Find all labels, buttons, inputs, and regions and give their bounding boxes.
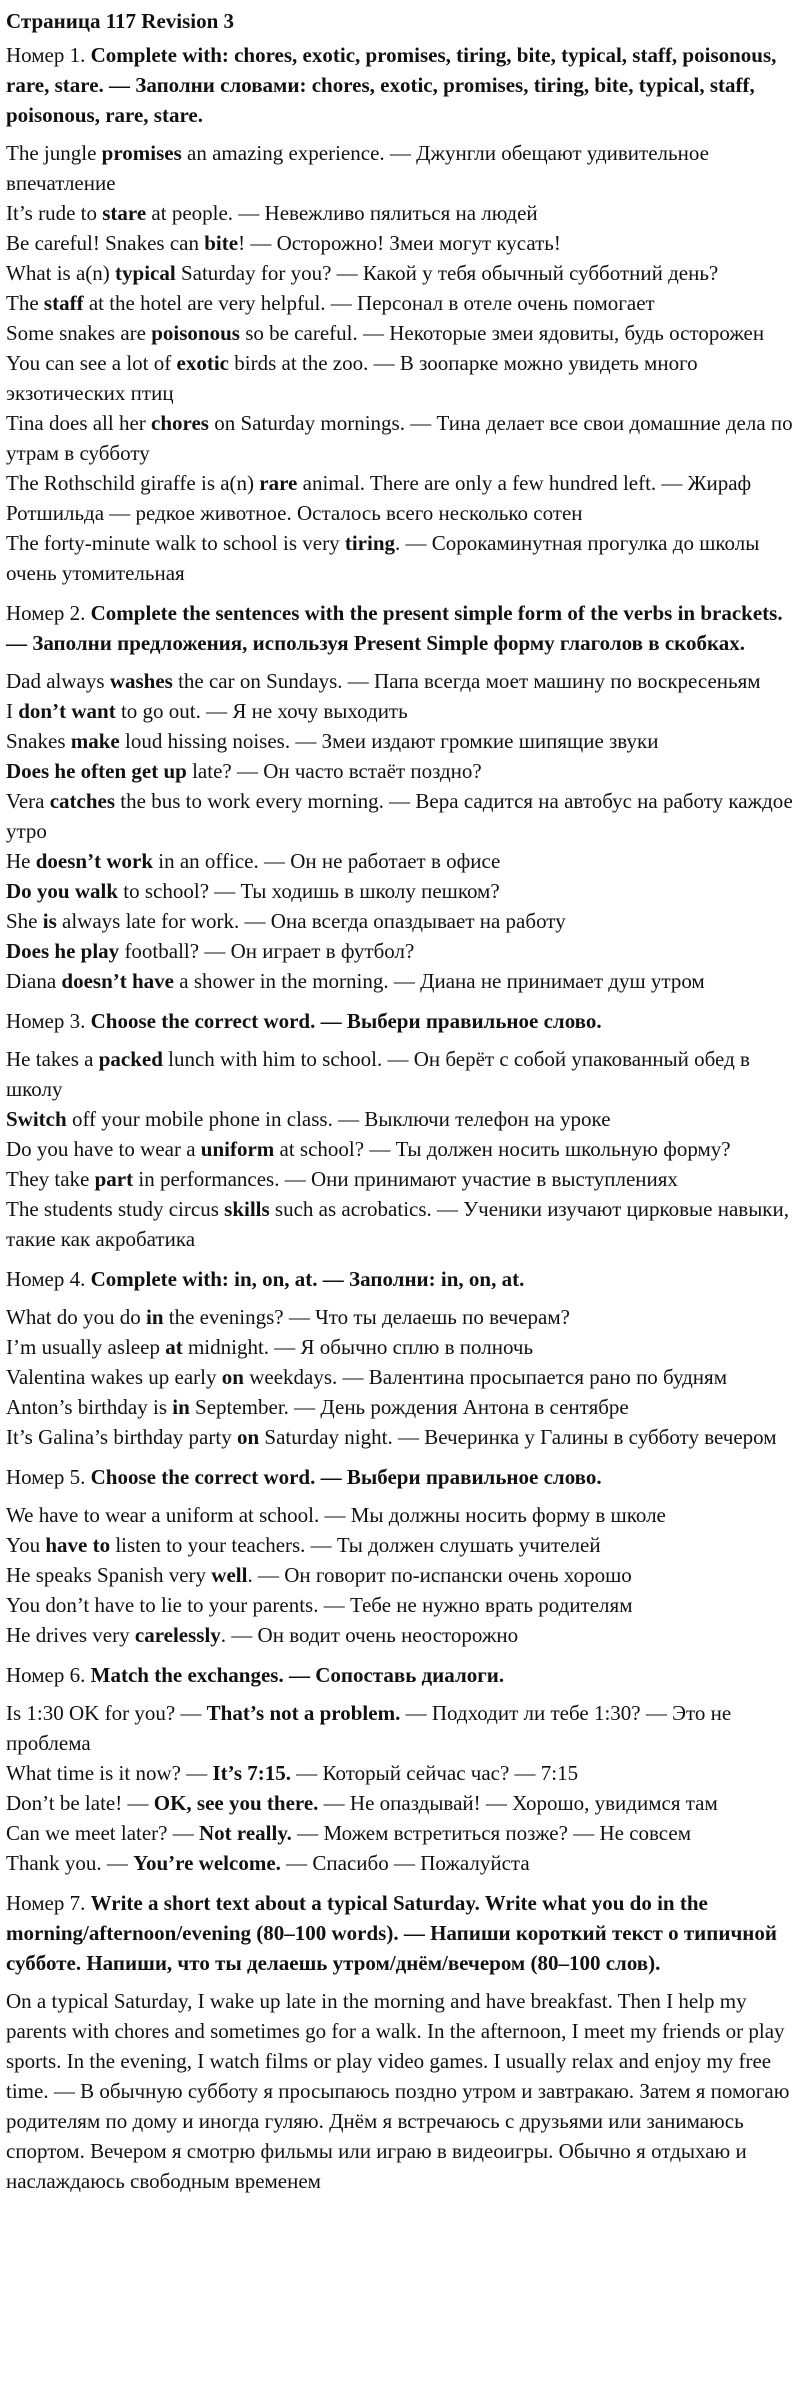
text-run: She: [6, 909, 43, 933]
text-run: — Можем встретиться позже? — Не совсем: [291, 1821, 691, 1845]
text-run: Anton’s birthday is: [6, 1395, 173, 1419]
text-run: Номер 4.: [6, 1267, 91, 1291]
bold-text: Match the exchanges. — Сопоставь диалоги.: [90, 1663, 505, 1687]
text-run: Номер 7.: [6, 1891, 91, 1915]
task-spacer: [6, 2196, 794, 2206]
text-run: He takes a: [6, 1047, 99, 1071]
bold-text: at: [165, 1335, 183, 1359]
answer-line: [6, 726, 794, 756]
task-1: [6, 40, 794, 598]
text-run: Tina does all her: [6, 411, 152, 435]
text-run: You: [6, 1533, 46, 1557]
text-run: midnight. — Я обычно сплю в полночь: [182, 1335, 534, 1359]
bold-text: stare: [102, 201, 147, 225]
text-run: the evenings? — Что ты делаешь по вечерам?: [163, 1305, 570, 1329]
task-spacer: [6, 1452, 794, 1462]
task-3: [6, 1006, 794, 1264]
answer-line: [6, 138, 794, 198]
text-run: Diana: [6, 969, 62, 993]
text-run: a shower in the morning. — Диана не принимает душ утром: [174, 969, 705, 993]
text-run: at school? — Ты должен носить школьную форму?: [274, 1137, 731, 1161]
task-spacer: [6, 1878, 794, 1888]
answer-line: [6, 288, 794, 318]
task-spacer: [6, 996, 794, 1006]
answer-line: [6, 1362, 794, 1392]
text-run: Saturday for you? — Какой у тебя обычный субботний день?: [175, 261, 719, 285]
answer-line: [6, 1332, 794, 1362]
text-run: Snakes: [6, 729, 71, 753]
text-run: The Rothschild giraffe is a(n): [6, 471, 260, 495]
text-run: so be careful. — Некоторые змеи ядовиты, будь осторожен: [239, 321, 765, 345]
bold-text: make: [70, 729, 120, 753]
text-run: the bus to work every morning. — Вера садится на автобус на работу каждое утро: [6, 789, 793, 843]
task-heading: [6, 1660, 794, 1690]
answer-line: [6, 468, 794, 528]
task-spacer: [6, 588, 794, 598]
text-run: The jungle: [6, 141, 102, 165]
text-run: You can see a lot of: [6, 351, 177, 375]
text-run: — Не опаздывай! — Хорошо, увидимся там: [318, 1791, 718, 1815]
bold-text: It’s 7:15.: [212, 1761, 292, 1785]
answer-line: [6, 1986, 794, 2196]
text-run: off your mobile phone in class. — Выключи телефон на уроке: [66, 1107, 611, 1131]
bold-text: uniform: [200, 1137, 275, 1161]
answer-line: [6, 258, 794, 288]
bold-text: catches: [49, 789, 116, 813]
text-run: The forty-minute walk to school is very: [6, 531, 345, 555]
bold-text: carelessly: [134, 1623, 221, 1647]
answer-line: [6, 696, 794, 726]
answer-line: [6, 528, 794, 588]
bold-text: doesn’t have: [61, 969, 174, 993]
text-run: The students study circus: [6, 1197, 225, 1221]
answer-line: [6, 318, 794, 348]
bold-text: Complete the sentences with the present simple form of the verbs in brackets. — Заполни предложения, используя Present Simple форму глаголов в скобках.: [6, 601, 783, 655]
bold-text: washes: [109, 669, 173, 693]
text-run: Is 1:30 OK for you? —: [6, 1701, 207, 1725]
answer-line: [6, 666, 794, 696]
text-run: in an office. — Он не работает в офисе: [153, 849, 501, 873]
bold-text: bite: [204, 231, 239, 255]
bold-text: chores: [151, 411, 209, 435]
bold-text: doesn’t work: [35, 849, 154, 873]
text-run: lunch with him to school. — Он берёт с собой упакованный обед в школу: [6, 1047, 750, 1101]
text-run: It’s rude to: [6, 201, 103, 225]
text-run: — Подходит ли тебе 1:30? — Это не проблема: [6, 1701, 732, 1755]
text-run: Номер 5.: [6, 1465, 91, 1489]
text-run: animal. There are only a few hundred left. — Жираф Ротшильда — редкое животное. Осталось всего несколько сотен: [6, 471, 752, 525]
text-run: . — Он водит очень неосторожно: [220, 1623, 519, 1647]
text-run: on Saturday mornings. — Тина делает все свои домашние дела по утрам в субботу: [6, 411, 793, 465]
text-run: to school? — Ты ходишь в школу пешком?: [118, 879, 500, 903]
text-run: Can we meet later? —: [6, 1821, 199, 1845]
page-title: Страница 117 Revision 3: [6, 9, 235, 33]
text-run: He drives very: [6, 1623, 135, 1647]
text-run: loud hissing noises. — Змеи издают громкие шипящие звуки: [119, 729, 659, 753]
text-run: You don’t have to lie to your parents. — Тебе не нужно врать родителям: [6, 1593, 633, 1617]
task-7: [6, 1888, 794, 2206]
bold-text: is: [42, 909, 57, 933]
answer-line: [6, 1164, 794, 1194]
task-list: [6, 40, 794, 2206]
text-run: to go out. — Я не хочу выходить: [115, 699, 408, 723]
answer-line: [6, 876, 794, 906]
answer-line: [6, 1530, 794, 1560]
task-heading: [6, 1462, 794, 1492]
bold-text: skills: [224, 1197, 270, 1221]
bold-text: Complete with: in, on, at. — Заполни: in, on, at.: [90, 1267, 525, 1291]
task-2: [6, 598, 794, 1006]
answer-line: [6, 966, 794, 996]
answer-line: [6, 1044, 794, 1104]
text-run: in performances. — Они принимают участие в выступлениях: [133, 1167, 678, 1191]
bold-text: on: [236, 1425, 260, 1449]
bold-text: poisonous: [151, 321, 240, 345]
bold-text: OK, see you there.: [153, 1791, 319, 1815]
text-run: — Который сейчас час? — 7:15: [291, 1761, 579, 1785]
bold-text: rare: [259, 471, 298, 495]
bold-text: on: [221, 1365, 244, 1389]
bold-text: Switch: [6, 1107, 67, 1131]
answer-line: [6, 1134, 794, 1164]
answer-line: [6, 1392, 794, 1422]
text-run: birds at the zoo. — В зоопарке можно увидеть много экзотических птиц: [6, 351, 698, 405]
text-run: at people. — Невежливо пялиться на людей: [146, 201, 538, 225]
text-run: Dad always: [6, 669, 110, 693]
bold-text: in: [145, 1305, 164, 1329]
text-run: Do you have to wear a: [6, 1137, 201, 1161]
task-heading: [6, 1888, 794, 1978]
text-run: The: [6, 291, 44, 315]
text-run: What is a(n): [6, 261, 116, 285]
bold-text: Does he often get up: [6, 759, 187, 783]
bold-text: Does he play: [6, 939, 120, 963]
text-run: He speaks Spanish very: [6, 1563, 212, 1587]
task-heading: [6, 40, 794, 130]
answer-line: [6, 1500, 794, 1530]
text-run: On a typical Saturday, I wake up late in the morning and have breakfast. Then I help my parents with chores and sometimes go for a walk. In the afternoon, I meet my friends or play sports. In the evening, I watch films or play video games. I usually relax and enjoy my free time. — В обычную субботу я просыпаюсь поздно утром и завтракаю. Затем я помогаю родителям по дому и иногда гуляю. Днём я встречаюсь с друзьями или занимаюсь спортом. Вечером я смотрю фильмы или играю в видеоигры. Обычно я отдыхаю и наслаждаюсь свободным временем: [6, 1989, 790, 2193]
answer-line: [6, 906, 794, 936]
task-heading: [6, 1006, 794, 1036]
text-run: I’m usually asleep: [6, 1335, 166, 1359]
bold-text: don’t want: [18, 699, 116, 723]
task-4: [6, 1264, 794, 1462]
task-spacer: [6, 1254, 794, 1264]
bold-text: Complete with: chores, exotic, promises, tiring, bite, typical, staff, poisonous, rare, stare. — Заполни словами: chores, exotic, promises, tiring, bite, typical, staff, poisonous, rare, stare.: [6, 43, 777, 127]
bold-text: Write a short text about a typical Saturday. Write what you do in the morning/afternoon/evening (80–100 words). — Напиши короткий текст о типичной субботе. Напиши, что ты делаешь утром/днём/вечером (80–100 слов).: [6, 1891, 778, 1975]
answer-line: [6, 198, 794, 228]
bold-text: part: [94, 1167, 134, 1191]
bold-text: typical: [115, 261, 176, 285]
answer-line: [6, 1104, 794, 1134]
bold-text: Do you walk: [6, 879, 119, 903]
answer-line: [6, 1788, 794, 1818]
task-6: [6, 1660, 794, 1888]
text-run: I: [6, 699, 19, 723]
text-run: It’s Galina’s birthday party: [6, 1425, 237, 1449]
task-heading: [6, 1264, 794, 1294]
answer-line: [6, 1848, 794, 1878]
text-run: Valentina wakes up early: [6, 1365, 222, 1389]
answer-line: [6, 756, 794, 786]
bold-text: promises: [101, 141, 182, 165]
text-run: — Спасибо — Пожалуйста: [280, 1851, 530, 1875]
bold-text: staff: [43, 291, 84, 315]
answer-line: [6, 1560, 794, 1590]
text-run: They take: [6, 1167, 95, 1191]
text-run: Номер 3.: [6, 1009, 91, 1033]
text-run: an amazing experience. — Джунгли обещают удивительное впечатление: [6, 141, 709, 195]
text-run: at the hotel are very helpful. — Персонал в отеле очень помогает: [83, 291, 655, 315]
text-run: football? — Он играет в футбол?: [119, 939, 415, 963]
text-run: Номер 6.: [6, 1663, 91, 1687]
text-run: Don’t be late! —: [6, 1791, 154, 1815]
text-run: the car on Sundays. — Папа всегда моет машину по воскресеньям: [172, 669, 761, 693]
text-run: He: [6, 849, 36, 873]
answer-line: [6, 228, 794, 258]
task-heading: [6, 598, 794, 658]
text-run: . — Сорокаминутная прогулка до школы очень утомительная: [6, 531, 760, 585]
answer-line: [6, 1590, 794, 1620]
text-run: Thank you. —: [6, 1851, 134, 1875]
bold-text: well: [211, 1563, 248, 1587]
answer-line: [6, 1818, 794, 1848]
bold-text: That’s not a problem.: [206, 1701, 401, 1725]
bold-text: in: [172, 1395, 190, 1419]
answer-line: [6, 1698, 794, 1758]
answer-line: [6, 1758, 794, 1788]
text-run: ! — Осторожно! Змеи могут кусать!: [238, 231, 561, 255]
answer-line: [6, 846, 794, 876]
answer-line: [6, 786, 794, 846]
task-spacer: [6, 1650, 794, 1660]
answer-line: [6, 348, 794, 408]
text-run: Номер 1.: [6, 43, 91, 67]
text-run: What time is it now? —: [6, 1761, 213, 1785]
bold-text: Choose the correct word. — Выбери правильное слово.: [90, 1465, 602, 1489]
text-run: late? — Он часто встаёт поздно?: [186, 759, 482, 783]
task-5: [6, 1462, 794, 1660]
text-run: listen to your teachers. — Ты должен слушать учителей: [110, 1533, 601, 1557]
bold-text: Choose the correct word. — Выбери правильное слово.: [90, 1009, 602, 1033]
bold-text: packed: [98, 1047, 163, 1071]
bold-text: You’re welcome.: [133, 1851, 281, 1875]
text-run: Saturday night. — Вечеринка у Галины в субботу вечером: [259, 1425, 777, 1449]
text-run: Номер 2.: [6, 601, 91, 625]
answer-line: [6, 1422, 794, 1452]
text-run: Be careful! Snakes can: [6, 231, 205, 255]
answer-line: [6, 936, 794, 966]
text-run: such as acrobatics. — Ученики изучают цирковые навыки, такие как акробатика: [6, 1197, 789, 1251]
text-run: always late for work. — Она всегда опаздывает на работу: [56, 909, 566, 933]
text-run: weekdays. — Валентина просыпается рано по будням: [243, 1365, 727, 1389]
bold-text: have to: [45, 1533, 111, 1557]
text-run: . — Он говорит по-испански очень хорошо: [247, 1563, 632, 1587]
answer-line: [6, 1302, 794, 1332]
text-run: We have to wear a uniform at school. — Мы должны носить форму в школе: [6, 1503, 666, 1527]
answer-line: [6, 408, 794, 468]
text-run: Some snakes are: [6, 321, 152, 345]
text-run: September. — День рождения Антона в сентябре: [189, 1395, 629, 1419]
bold-text: Not really.: [199, 1821, 292, 1845]
answer-line: [6, 1194, 794, 1254]
answer-line: [6, 1620, 794, 1650]
bold-text: tiring: [344, 531, 396, 555]
text-run: Vera: [6, 789, 50, 813]
bold-text: exotic: [176, 351, 229, 375]
text-run: What do you do: [6, 1305, 146, 1329]
